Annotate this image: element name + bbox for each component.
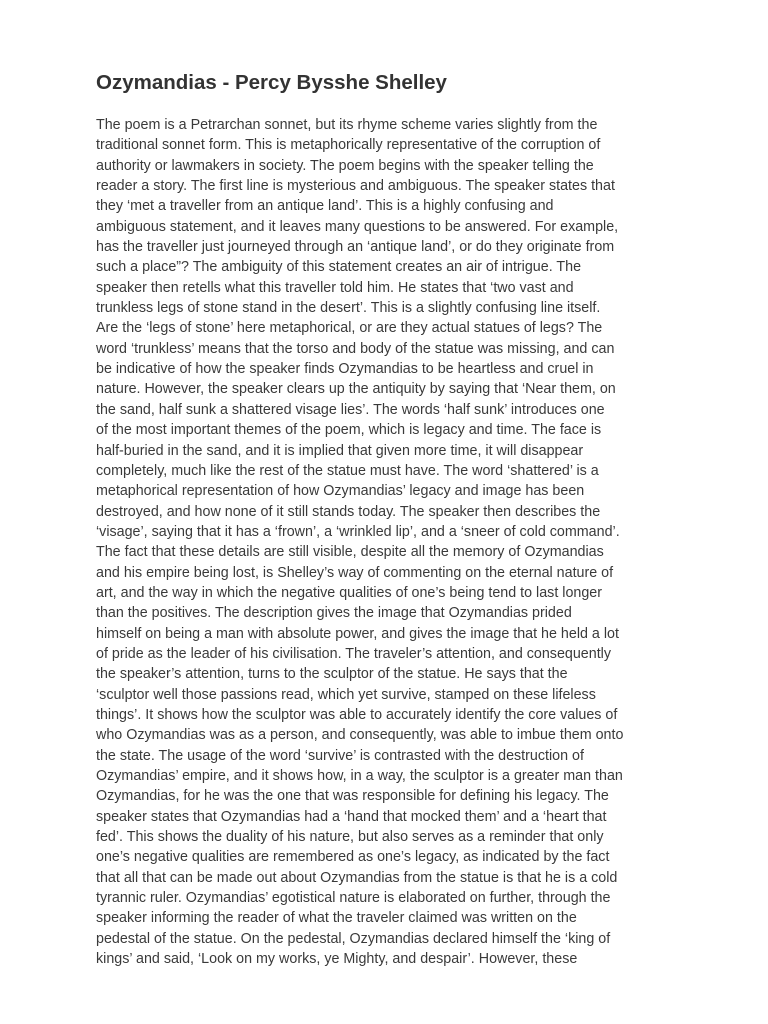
body-text-line: art, and the way in which the negative qualities of one’s being tend to last longer bbox=[96, 584, 603, 601]
body-text-line: trunkless legs of stone stand in the desert’. This is a slightly confusing line itself. bbox=[96, 300, 601, 317]
body-text-line: kings’ and said, ‘Look on my works, ye Mighty, and despair’. However, these bbox=[96, 951, 578, 968]
body-text-line: ‘visage’, saying that it has a ‘frown’, a ‘wrinkled lip’, and a ‘sneer of cold command’. bbox=[96, 523, 620, 540]
body-text-line: of the most important themes of the poem, which is legacy and time. The face is bbox=[96, 422, 602, 439]
body-text-line: ‘sculptor well those passions read, which yet survive, stamped on these lifeless bbox=[96, 686, 596, 703]
body-text-line: and his empire being lost, is Shelley’s way of commenting on the eternal nature of bbox=[96, 564, 614, 581]
body-text-line: speaker states that Ozymandias had a ‘hand that mocked them’ and a ‘heart that bbox=[96, 808, 607, 825]
body-text-line: ambiguous statement, and it leaves many questions to be answered. For example, bbox=[96, 218, 619, 235]
body-text-line: the state. The usage of the word ‘survive’ is contrasted with the destruction of bbox=[96, 747, 584, 764]
body-text-line: than the positives. The description gives the image that Ozymandias prided bbox=[96, 605, 572, 622]
body-text-line: Ozymandias’ empire, and it shows how, in a way, the sculptor is a greater man than bbox=[96, 768, 623, 784]
body-text-line: himself on being a man with absolute power, and gives the image that he held a lot bbox=[96, 625, 619, 642]
body-text-line: of pride as the leader of his civilisation. The traveler’s attention, and consequently bbox=[96, 645, 611, 662]
body-text-line: pedestal of the statue. On the pedestal, Ozymandias declared himself the ‘king of bbox=[96, 930, 611, 947]
body-text-line: word ‘trunkless’ means that the torso and body of the statue was missing, and can bbox=[96, 340, 615, 357]
body-text-line: completely, much like the rest of the statue must have. The word ‘shattered’ is a bbox=[96, 462, 599, 479]
body-text-line: The fact that these details are still visible, despite all the memory of Ozymandias bbox=[96, 544, 604, 561]
body-text-line: Ozymandias, for he was the one that was responsible for defining his legacy. The bbox=[96, 788, 609, 805]
body-text-line: half-buried in the sand, and it is implied that given more time, it will disappear bbox=[96, 442, 584, 459]
body-text-line: be indicative of how the speaker finds Ozymandias to be heartless and cruel in bbox=[96, 361, 594, 378]
body-text-line: things’. It shows how the sculptor was able to accurately identify the core values of bbox=[96, 706, 618, 723]
body-text-line: the speaker’s attention, turns to the sculptor of the statue. He says that the bbox=[96, 666, 568, 683]
body-text-line: they ‘met a traveller from an antique land’. This is a highly confusing and bbox=[96, 198, 554, 215]
body-text-line: authority or lawmakers in society. The poem begins with the speaker telling the bbox=[96, 157, 594, 174]
body-text-line: The poem is a Petrarchan sonnet, but its rhyme scheme varies slightly from the bbox=[96, 117, 598, 133]
body-text-line: speaker informing the reader of what the traveler claimed was written on the bbox=[96, 910, 577, 927]
body-text-line: nature. However, the speaker clears up the antiquity by saying that ‘Near them, on bbox=[96, 381, 616, 398]
body-text-line: one’s negative qualities are remembered as one’s legacy, as indicated by the fact bbox=[96, 849, 610, 866]
document-title: Ozymandias - Percy Bysshe Shelley bbox=[96, 71, 447, 94]
body-text-line: speaker then retells what this traveller told him. He states that ‘two vast and bbox=[96, 279, 574, 296]
body-text-line: tyrannic ruler. Ozymandias’ egotistical nature is elaborated on further, through the bbox=[96, 890, 611, 907]
body-text-line: Are the ‘legs of stone’ here metaphorical, or are they actual statues of legs? The bbox=[96, 320, 603, 337]
body-text-line: metaphorical representation of how Ozymandias’ legacy and image has been bbox=[96, 483, 585, 500]
body-text-line: destroyed, and how none of it still stands today. The speaker then describes the bbox=[96, 503, 601, 520]
body-text-line: traditional sonnet form. This is metaphorically representative of the corruption of bbox=[96, 137, 601, 154]
body-text-line: the sand, half sunk a shattered visage lies’. The words ‘half sunk’ introduces one bbox=[96, 401, 605, 418]
body-text-line: has the traveller just journeyed through an ‘antique land’, or do they originate from bbox=[96, 239, 615, 256]
body-text-line: fed’. This shows the duality of his nature, but also serves as a reminder that only bbox=[96, 829, 604, 846]
body-text-line: that all that can be made out about Ozymandias from the statue is that he is a cold bbox=[96, 869, 618, 886]
body-text-line: reader a story. The first line is mysterious and ambiguous. The speaker states that bbox=[96, 178, 615, 195]
body-text-line: who Ozymandias was as a person, and consequently, was able to imbue them onto bbox=[96, 727, 624, 744]
body-text bbox=[96, 115, 680, 969]
body-text-line: such a place”? The ambiguity of this statement creates an air of intrigue. The bbox=[96, 259, 582, 276]
